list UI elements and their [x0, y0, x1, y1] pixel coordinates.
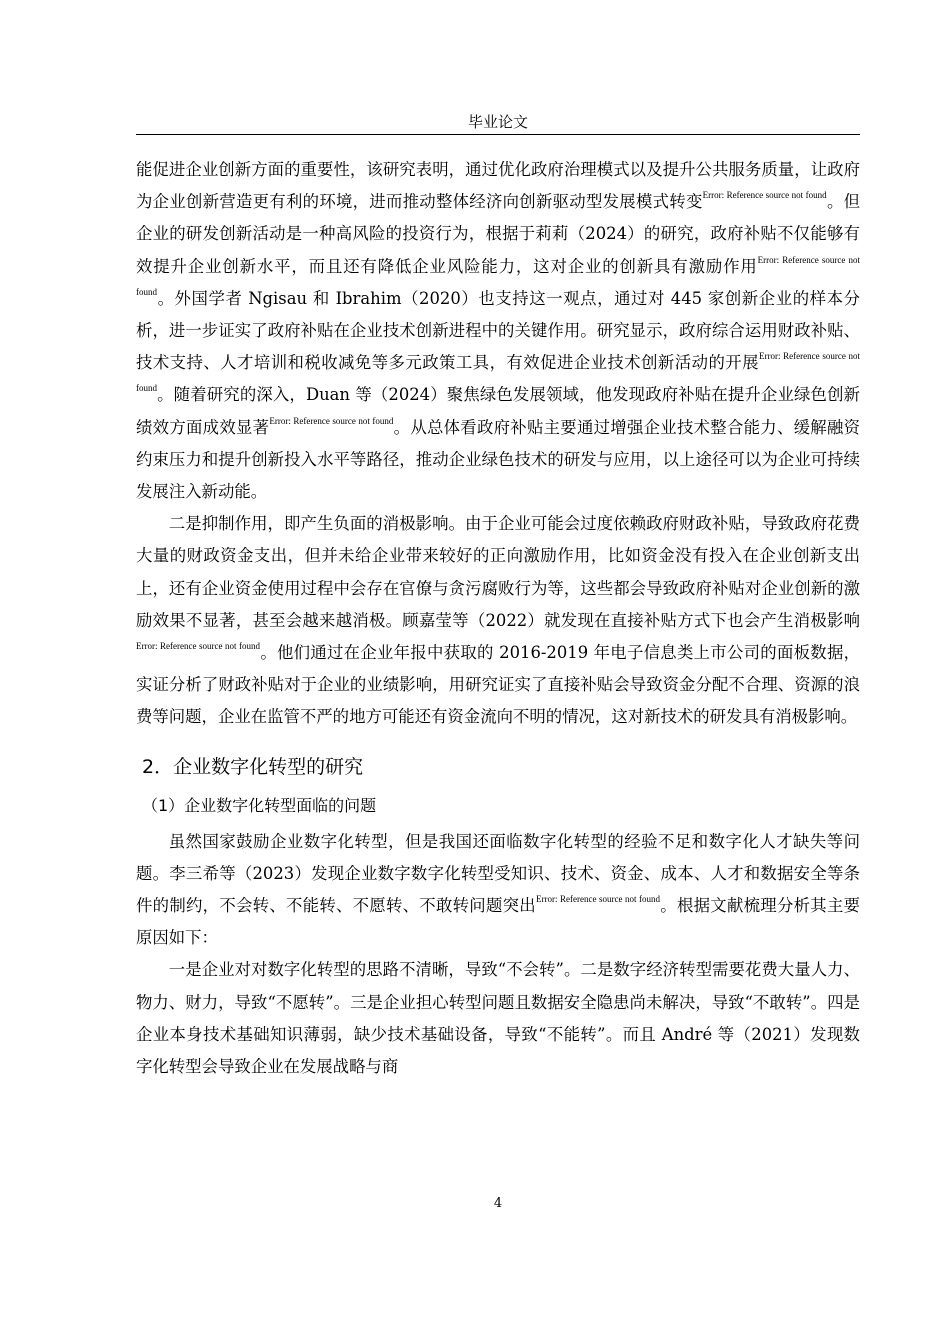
page-number: 4 — [493, 1196, 503, 1211]
body-text — [136, 154, 860, 1083]
paragraph: 虽然国家鼓励企业数字化转型，但是我国还面临数字化转型的经验不足和数字化人才缺失等问题。李三希等（2023）发现企业数字数字化转型受知识、技术、资金、成本、人才和数据安全等条件的制约，不会转、不能转、不愿转、不敢转问题突出$^{Error: Reference source not found}$。根据文献梳理分析其主要原因如下： — [136, 831, 860, 948]
header-rule — [136, 134, 860, 135]
paragraph: 二是抑制作用，即产生负面的消极影响。由于企业可能会过度依赖政府财政补贴，导致政府花费大量的财政资金支出，但并未给企业带来较好的正向激励作用，比如资金没有投入在企业创新支出上，还有企业资金使用过程中会存在官僚与贪污腐败行为等，这些都会导致政府补贴对企业创新的激励效果不显著，甚至会越来越消极。顾嘉莹等（2022）就发现在直接补贴方式下也会产生消极影响$^{Error: Reference source not found}$。他们通过在企业年报中获取的 2016-2019 年电子信息类上市公司的面板数据，实证分析了财政补贴对于企业的业绩影响，用研究证实了直接补贴会导致资金分配不合理、资源的浪费等问题，企业在监管不严的地方可能还有资金流向不明的情况，这对新技术的研发具有消极影响。 — [136, 514, 860, 727]
paragraph: 一是企业对对数字化转型的思路不清晰，导致“不会转”。二是数字经济转型需要花费大量人力、物力、财力，导致“不愿转”。三是企业担心转型问题且数据安全隐患尚未解决，导致“不敢转”。四是企业本身技术基础知识薄弱，缺少技术基础设备，导致“不能转”。而且 André 等（2021）发现数字化转型会导致企业在发展战略与商 — [136, 960, 860, 1077]
running-header: 毕业论文 — [467, 113, 528, 131]
reference-error-note: Error: Reference source not found — [702, 190, 827, 201]
section-heading: 2．企业数字化转型的研究 — [142, 755, 364, 778]
reference-error-note: Error: Reference source not found — [535, 894, 661, 905]
reference-error-note: Error: Reference source not found — [136, 254, 861, 297]
subsection-heading: （1）企业数字化转型面临的问题 — [142, 795, 377, 815]
reference-error-note: Error: Reference source not found — [136, 351, 861, 394]
reference-error-note: Error: Reference source not found — [269, 415, 394, 426]
reference-error-note: Error: Reference source not found — [136, 641, 261, 652]
paragraph: 能促进企业创新方面的重要性，该研究表明，通过优化政府治理模式以及提升公共服务质量，让政府为企业创新营造更有利的环境，进而推动整体经济向创新驱动型发展模式转变$^{Error: Reference source not found}$。但企业的研发创新活动是一种高风险的投资行为，根据于莉莉（2024）的研究，政府补贴不仅能够有效提升企业创新水平，而且还有降低企业风险能力，这对企业的创新具有激励作用$^{Error: Reference source not found}$。外国学者 Ngisau 和 Ibrahim（2020）也支持这一观点，通过对 445 家创新企业的样本分析，进一步证实了政府补贴在企业技术创新进程中的关键作用。研究显示，政府综合运用财政补贴、技术支持、人才培训和税收减免等多元政策工具，有效促进企业技术创新活动的开展$^{Error: Reference source not found}$。随着研究的深入，Duan 等（2024）聚焦绿色发展领域，他发现政府补贴在提升企业绿色创新绩效方面成效显著$^{Error: Reference source not found}$。从总体看政府补贴主要通过增强企业技术整合能力、缓解融资约束压力和提升创新投入水平等路径，推动企业绿色技术的研发与应用，以上途径可以为企业可持续发展注入新动能。 — [136, 160, 861, 502]
